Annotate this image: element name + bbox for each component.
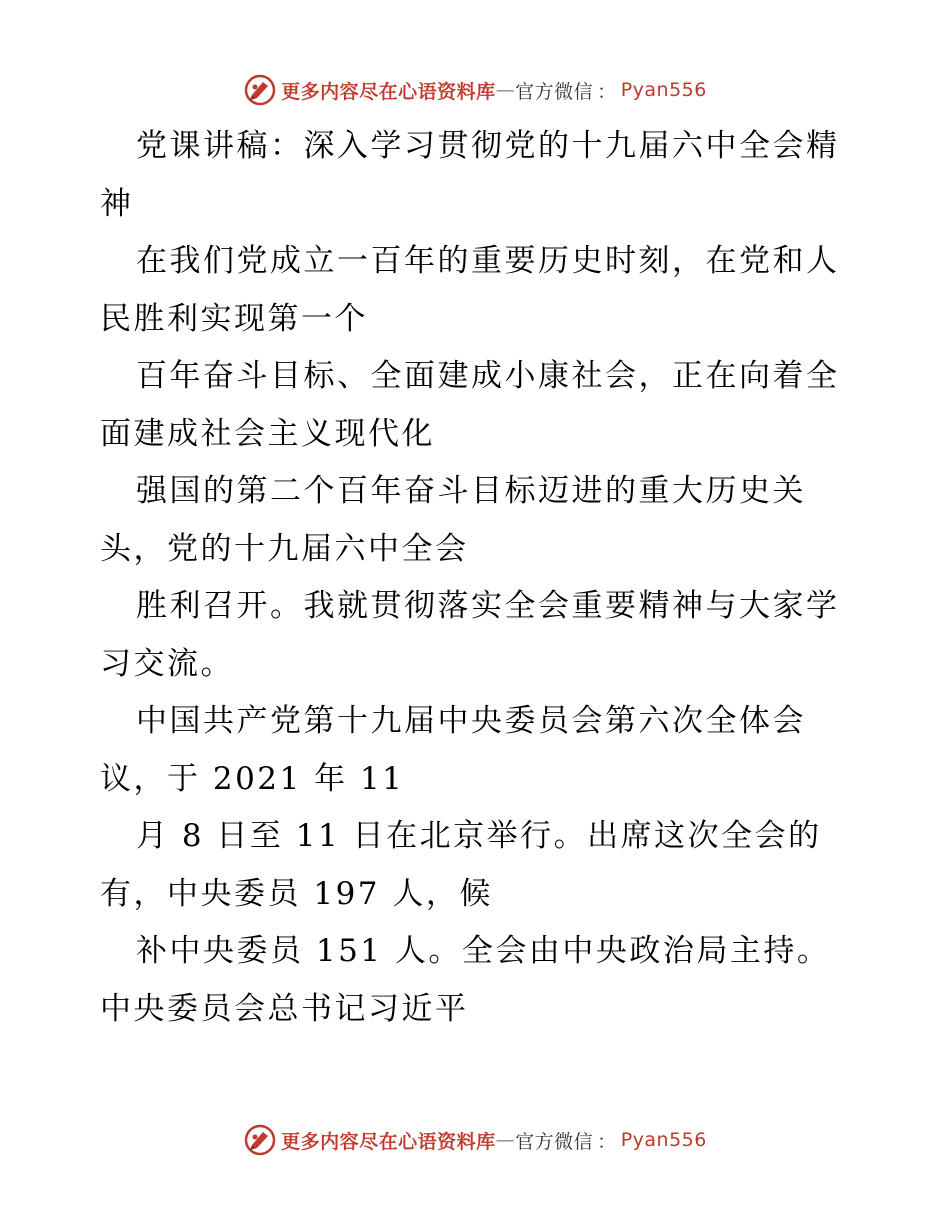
paragraph-line: 头，党的十九届六中全会: [100, 530, 469, 567]
banner-dash: —: [495, 79, 516, 101]
paragraph-line: 有，中央委员 197 人，候: [100, 875, 493, 912]
paragraph-line: 议，于 2021 年 11: [100, 760, 405, 797]
paragraph-line: 百年奋斗目标、全面建成小康社会，正在向着全: [136, 358, 840, 394]
paragraph: [100, 578, 860, 693]
header-banner[interactable]: [0, 70, 950, 110]
paragraph: [100, 118, 860, 233]
banner-wechat-label: 官方微信: [515, 80, 594, 103]
document-body: [100, 118, 860, 1038]
footer-banner[interactable]: [0, 1120, 950, 1160]
paragraph-line: 民胜利实现第一个: [100, 300, 368, 337]
paragraph: [100, 348, 860, 463]
banner-wechat-id: Pyan556: [620, 79, 707, 101]
paragraph-line: 党课讲稿：深入学习贯彻党的十九届六中全会精: [136, 128, 840, 164]
banner-separator: ：: [597, 1130, 617, 1153]
paragraph-line: 神: [100, 185, 134, 222]
banner-title: 更多内容尽在心语资料库: [281, 1130, 496, 1153]
paragraph-line: 强国的第二个百年奋斗目标迈进的重大历史关: [136, 473, 806, 509]
paragraph-line: 习交流。: [100, 645, 234, 682]
paragraph: [100, 808, 860, 923]
banner-separator: ：: [597, 80, 617, 103]
logo-icon: [243, 1123, 277, 1157]
paragraph-line: 在我们党成立一百年的重要历史时刻，在党和人: [136, 243, 840, 279]
paragraph: [100, 233, 860, 348]
banner-wechat-label: 官方微信: [515, 1130, 594, 1153]
banner-dash: —: [495, 1129, 516, 1151]
banner-title: 更多内容尽在心语资料库: [281, 80, 496, 103]
banner-wechat-id: Pyan556: [620, 1129, 707, 1151]
logo-icon: [243, 73, 277, 107]
paragraph-line: 补中央委员 151 人。全会由中央政治局主持。: [136, 933, 831, 969]
paragraph: [100, 463, 860, 578]
paragraph-line: 胜利召开。我就贯彻落实全会重要精神与大家学: [136, 588, 840, 624]
paragraph: [100, 923, 860, 1038]
paragraph: [100, 693, 860, 808]
paragraph-line: 月 8 日至 11 日在北京举行。出席这次全会的: [136, 818, 822, 854]
paragraph-line: 中央委员会总书记习近平: [100, 990, 469, 1027]
paragraph-line: 面建成社会主义现代化: [100, 415, 435, 452]
paragraph-line: 中国共产党第十九届中央委员会第六次全体会: [136, 703, 806, 739]
